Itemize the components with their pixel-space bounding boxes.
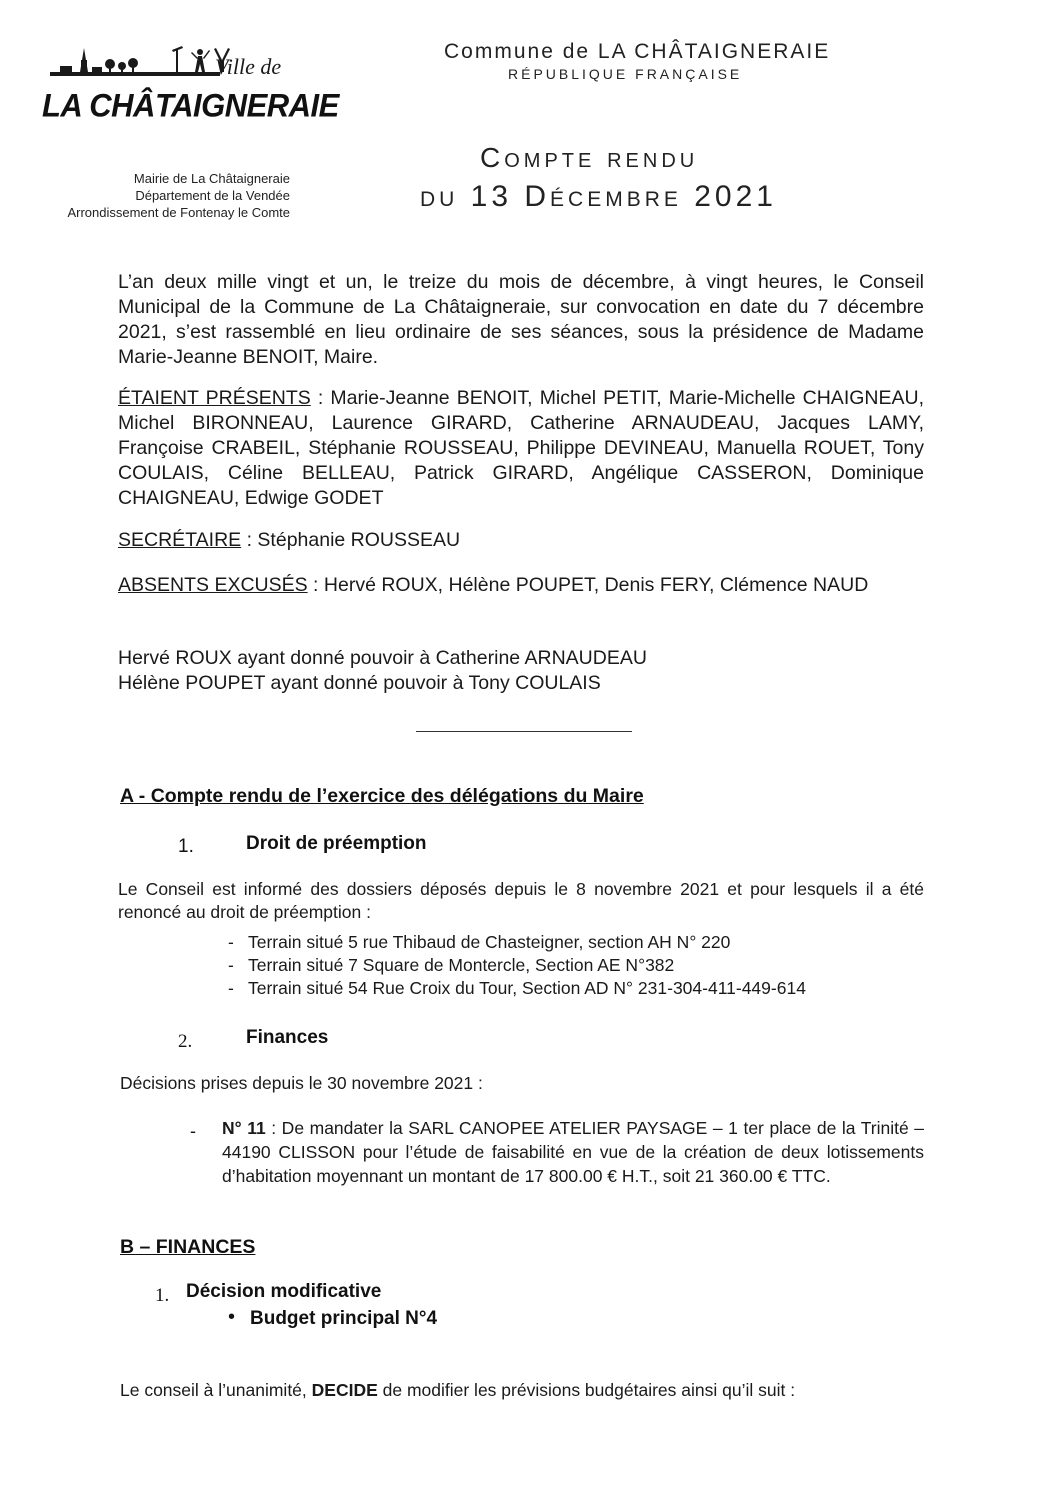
absents-paragraph: [118, 573, 924, 598]
absents-label: ABSENTS EXCUSÉS: [118, 574, 308, 596]
pouvoir-line: Hélène POUPET ayant donné pouvoir à Tony COULAIS: [118, 672, 601, 694]
terrain-item: - Terrain situé 54 Rue Croix du Tour, Section AD N° 231-304-411-449-614: [228, 978, 806, 998]
separator-rule: [416, 731, 632, 732]
subsection-number: 2.: [178, 1031, 193, 1052]
decision-text: : De mandater la SARL CANOPEE ATELIER PAYSAGE – 1 ter place de la Trinité – 44190 CLISSON pour l’étude de faisabilité en vue de la création de deux lotissements d’habitation moyennant un montant de 17 800.00 € H.T., soit 21 360.00 € TTC.: [222, 1118, 924, 1186]
document-title: Compte rendu: [480, 142, 699, 173]
mairie-line: Mairie de La Châtaigneraie: [133, 171, 290, 186]
section-a-heading: A - Compte rendu de l’exercice des délégations du Maire: [120, 785, 644, 807]
finances-paragraph: Décisions prises depuis le 30 novembre 2021 :: [120, 1073, 483, 1093]
presents-paragraph: [118, 386, 924, 511]
subsection-title: Droit de préemption: [246, 833, 427, 854]
intro-paragraph: L’an deux mille vingt et un, le treize du mois de décembre, à vingt heures, le Conseil Municipal de la Commune de La Châtaigneraie, sur convocation en date du 7 décembre 2021, s’est rassemblé en lieu ordinaire de ses séances, sous la présidence de Madame Marie-Jeanne BENOIT, Maire.: [118, 271, 924, 368]
terrain-item: - Terrain situé 7 Square de Montercle, Section AE N°382: [228, 955, 675, 975]
document-date: du 13 Décembre 2021: [420, 180, 777, 213]
arrondissement-line: Arrondissement de Fontenay le Comte: [67, 205, 290, 220]
subsection-number: 1.: [178, 836, 194, 857]
mairie-address: [30, 170, 290, 221]
departement-line: Département de la Vendée: [135, 188, 290, 203]
absents-list: : Hervé ROUX, Hélène POUPET, Denis FERY, Clémence NAUD: [307, 574, 869, 596]
decision-item: [222, 1116, 924, 1188]
secretaire-paragraph: [118, 528, 924, 553]
terrain-item: - Terrain situé 5 rue Thibaud de Chasteigner, section AH N° 220: [228, 932, 731, 952]
subsection-number: 1.: [155, 1285, 170, 1306]
decide-keyword: DECIDE: [311, 1380, 378, 1400]
presents-list: : Marie-Jeanne BENOIT, Michel PETIT, Marie-Michelle CHAIGNEAU, Michel BIRONNEAU, Laurence GIRARD, Catherine ARNAUDEAU, Jacques LAMY, Françoise CRABEIL, Stéphanie ROUSSEAU, Philippe DEVINEAU, Manuella ROUET, Tony COULAIS, Céline BELLEAU, Patrick GIRARD, Angélique CASSERON, Dominique CHAIGNEAU, Edwige GODET: [118, 387, 924, 509]
republique-heading: RÉPUBLIQUE FRANÇAISE: [508, 66, 743, 82]
subsection-title: Décision modificative: [186, 1281, 382, 1302]
logo-ville-text: Ville de: [215, 54, 282, 79]
closing-paragraph: Le conseil à l’unanimité, DECIDE de modifier les prévisions budgétaires ainsi qu’il suit :: [120, 1380, 796, 1400]
commune-heading: Commune de LA CHÂTAIGNERAIE: [444, 40, 831, 63]
subsection-title: Finances: [246, 1027, 329, 1048]
secretaire-label: SECRÉTAIRE: [118, 529, 242, 551]
pouvoir-line: Hervé ROUX ayant donné pouvoir à Catherine ARNAUDEAU: [118, 647, 647, 669]
budget-bullet-item: Budget principal N°4: [250, 1308, 438, 1329]
decision-bullet: -: [190, 1121, 196, 1141]
section-b-heading: B – FINANCES: [120, 1236, 256, 1258]
preemption-paragraph: Le Conseil est informé des dossiers déposés depuis le 8 novembre 2021 et pour lesquels il a été renoncé au droit de préemption :: [118, 879, 924, 922]
presents-label: ÉTAIENT PRÉSENTS: [118, 387, 311, 409]
skyline-icon: [50, 46, 230, 76]
logo-town-name: LA CHÂTAIGNERAIE: [42, 87, 339, 124]
secretaire-name: : Stéphanie ROUSSEAU: [241, 529, 461, 551]
bullet-dot-icon: •: [228, 1306, 236, 1328]
decision-number: N° 11: [222, 1118, 266, 1138]
